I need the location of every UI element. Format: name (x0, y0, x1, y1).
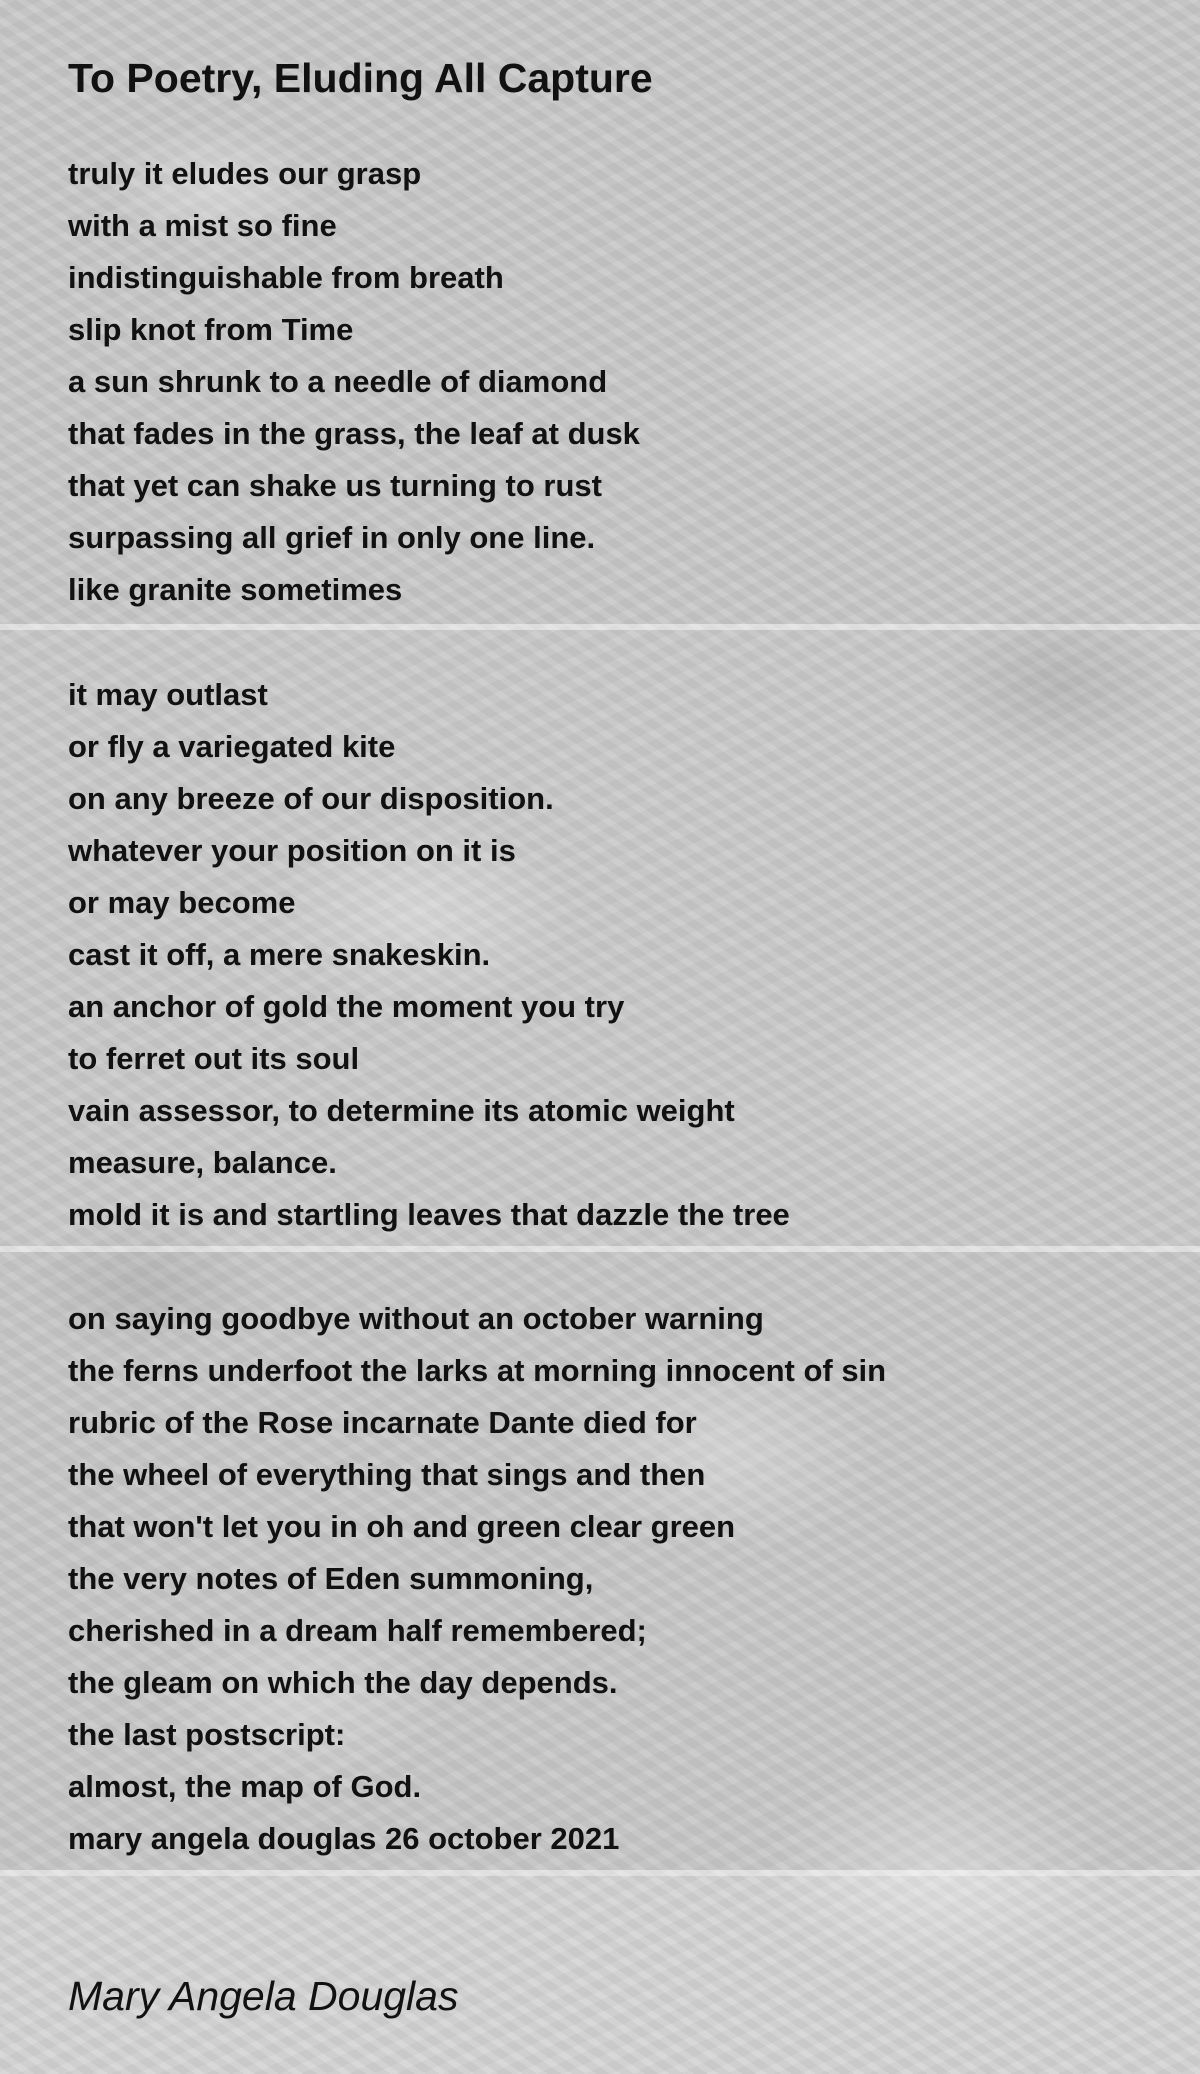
poem-line: measure, balance. (68, 1145, 337, 1180)
poem-line: cast it off, a mere snakeskin. (68, 937, 491, 972)
poem-line: the wheel of everything that sings and then (68, 1457, 706, 1492)
poem-line: an anchor of gold the moment you try (68, 989, 625, 1024)
poem-line: surpassing all grief in only one line. (68, 520, 596, 555)
poem-line: to ferret out its soul (68, 1041, 360, 1076)
poem-line: like granite sometimes (68, 572, 403, 607)
poem-line: almost, the map of God. (68, 1769, 422, 1804)
poem-line: rubric of the Rose incarnate Dante died for (68, 1405, 697, 1440)
poem-line: vain assessor, to determine its atomic weight (68, 1093, 735, 1128)
poem-line: that won't let you in oh and green clear green (68, 1509, 736, 1544)
poem-line: a sun shrunk to a needle of diamond (68, 364, 608, 399)
poem-line: on saying goodbye without an october warning (68, 1301, 764, 1336)
poem-line: the last postscript: (68, 1717, 346, 1752)
poem-line: slip knot from Time (68, 312, 354, 347)
poem-line: that yet can shake us turning to rust (68, 468, 602, 503)
poem-line: or may become (68, 885, 296, 920)
stanza-2 (68, 669, 790, 1241)
poem-line: mary angela douglas 26 october 2021 (68, 1821, 620, 1856)
poem-line: cherished in a dream half remembered; (68, 1613, 647, 1648)
poem-line: or fly a variegated kite (68, 729, 396, 764)
poem-line: the ferns underfoot the larks at morning innocent of sin (68, 1353, 887, 1388)
poem-line: that fades in the grass, the leaf at dusk (68, 416, 640, 451)
poem-line: with a mist so fine (68, 208, 337, 243)
band-divider (0, 1870, 1200, 1876)
poem-line: truly it eludes our grasp (68, 156, 422, 191)
poem-title: To Poetry, Eluding All Capture (68, 55, 653, 101)
poem-line: it may outlast (68, 677, 268, 712)
author-name: Mary Angela Douglas (68, 1973, 459, 2019)
poem-line: on any breeze of our disposition. (68, 781, 554, 816)
poem-line: whatever your position on it is (68, 833, 516, 868)
poem-line: the gleam on which the day depends. (68, 1665, 618, 1700)
poem-line: indistinguishable from breath (68, 260, 504, 295)
poem-line: mold it is and startling leaves that dazzle the tree (68, 1197, 790, 1232)
poem-line: the very notes of Eden summoning, (68, 1561, 594, 1596)
stanza-3 (68, 1293, 886, 1865)
stanza-1 (68, 148, 640, 616)
